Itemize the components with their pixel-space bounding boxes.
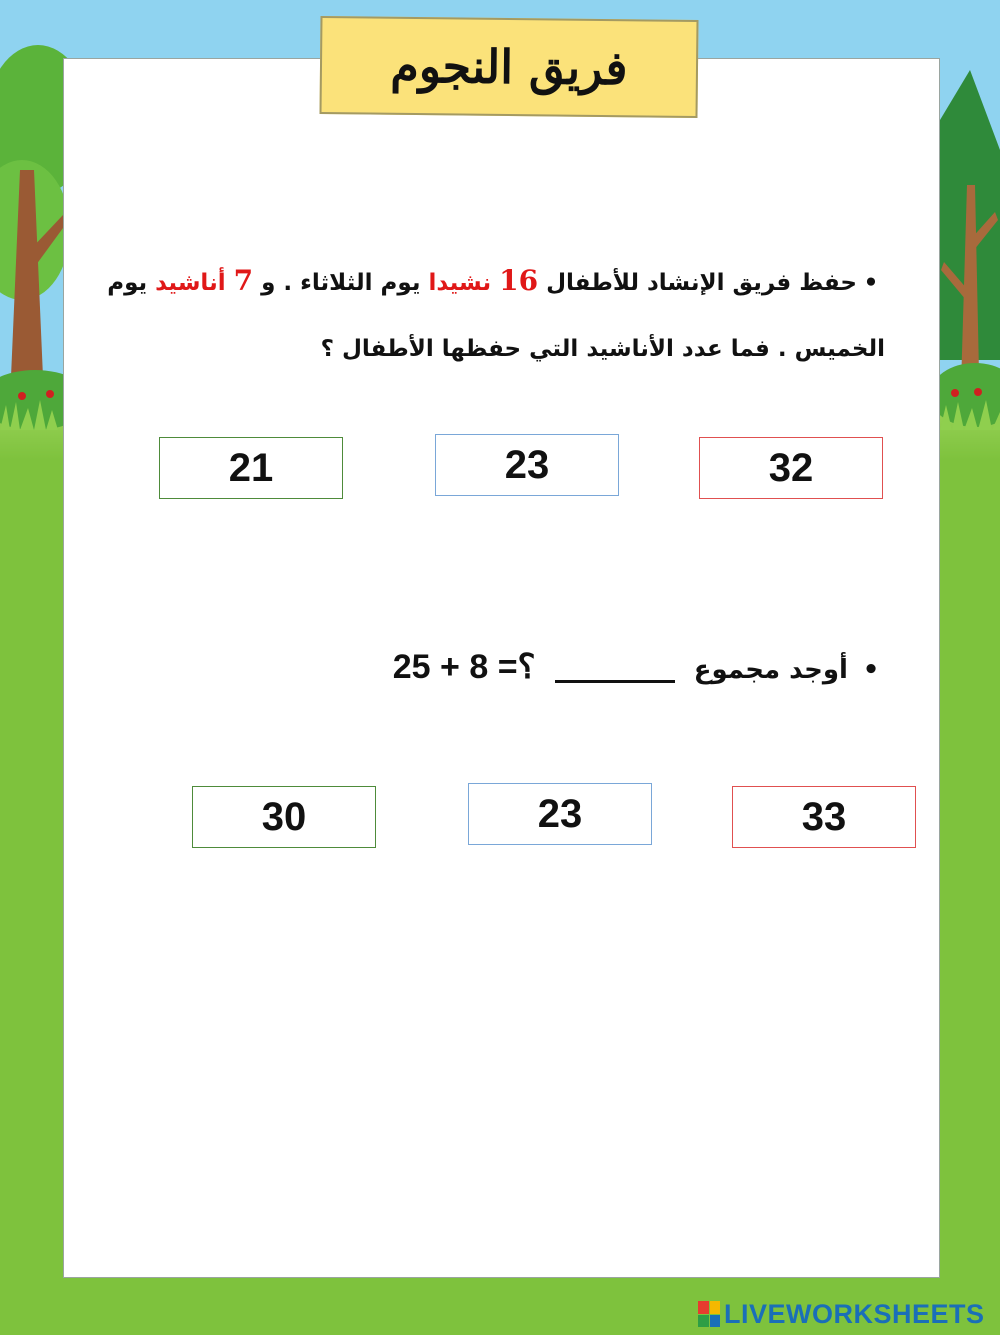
question-1-part3: يوم الخميس . فما عدد الأناشيد التي حفظها الأطفال ؟ (107, 270, 885, 362)
answer-option-q2-1[interactable]: 30 (192, 786, 376, 848)
question-1-number-1: 16 (499, 264, 539, 297)
question-2-expression (393, 648, 536, 686)
left-berry (18, 392, 26, 400)
expression-text: 25 + 8 = (392, 648, 518, 686)
question-1-word-2: أناشيد (155, 270, 234, 296)
left-berry (46, 390, 54, 398)
question-1-part1: حفظ فريق الإنشاد للأطفال (538, 270, 857, 296)
logo-text: LIVEWORKSHEETS (724, 1298, 985, 1329)
answer-option-q1-1[interactable]: 21 (159, 437, 343, 499)
question-1-number-2: 7 (233, 264, 254, 297)
right-berry (974, 388, 982, 396)
bullet-icon: • (862, 655, 880, 685)
answer-option-q2-3[interactable]: 33 (732, 786, 916, 848)
question-1-word-1: نشيدا (428, 270, 500, 296)
question-1 (90, 248, 885, 382)
question-1-part2: يوم الثلاثاء . و (253, 270, 429, 296)
question-2-text: أوجد مجموع (693, 655, 848, 685)
right-bush (930, 363, 1000, 427)
answer-option-q1-2[interactable]: 23 (435, 434, 619, 496)
question-2 (340, 640, 885, 697)
right-berry (951, 389, 959, 397)
answer-blank-line (555, 658, 675, 683)
logo-icon (698, 1301, 720, 1327)
answer-option-q1-3[interactable]: 32 (699, 437, 883, 499)
expression-question-mark: ؟ (517, 648, 536, 686)
page-title: فريق النجوم (390, 38, 628, 96)
bullet-icon: • (863, 270, 879, 296)
answer-option-q2-2[interactable]: 23 (468, 783, 652, 845)
liveworksheets-logo (698, 1298, 985, 1330)
title-banner (319, 16, 698, 118)
